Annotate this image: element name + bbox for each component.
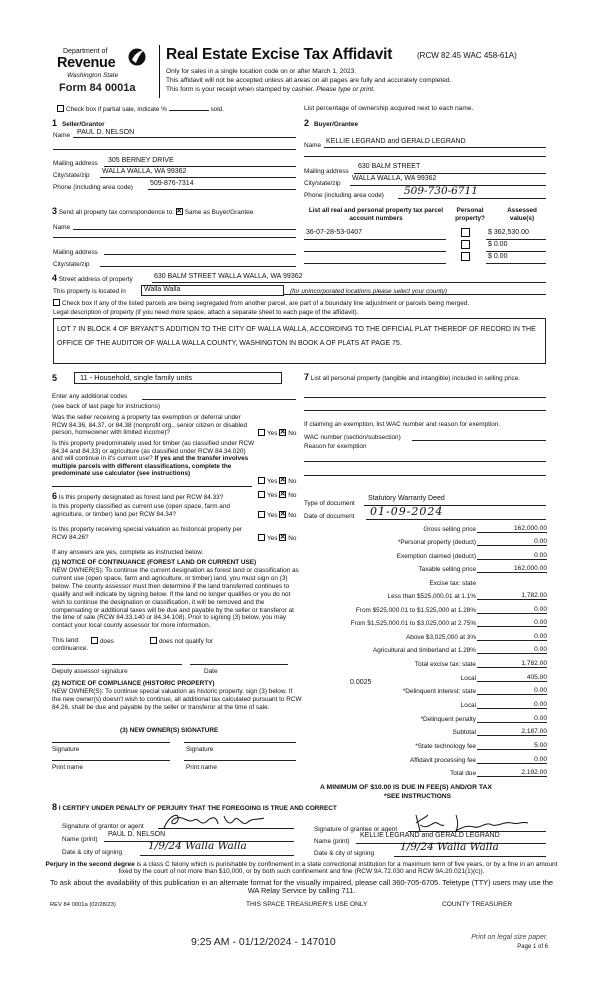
- corr-mail-field[interactable]: [104, 245, 296, 255]
- tax-row-label: Above $3,025,000 at 3%: [406, 634, 476, 641]
- tax-row-value: 162,000.00: [513, 565, 547, 572]
- tax-row-value: 0.00: [534, 633, 547, 640]
- notice1-body: NEW OWNER(S): To continue the current designation as forest land or classification as current use (open space, farm and agriculture, or timber) land, you must sign on (3) below. The county assessor must then determine if the land transferred continues to qualify and will indicate by signing below. If the land no longer qualifies or you do not wish to continue the designation or classification, it will be removed and the compensating or additional taxes will be due and payable by the seller or transferor at the time of sale (RCW 84.33.140 or 84.34.108). Prior to signing (3) below, you may contact your local county assessor for more information.: [52, 567, 299, 630]
- buyer-mail: 630 BALM STREET: [358, 163, 421, 170]
- section5-q2-answers: Yes ✕ No: [258, 477, 296, 485]
- deputy-date-label: Date: [204, 668, 218, 675]
- notice2-heading: (2) NOTICE OF COMPLIANCE (HISTORIC PROPERTY): [52, 680, 215, 687]
- perjury-note: Perjury in the second degree is a class C felony which is punishable by confinement in a state correctional institution for a maximum term of five years, or by a fine in an amount fixed by the court of not more than $10,000, or by both such confinement and fine (RCW 9A.72.030 and RCW 9A.20.021(1)(c)).: [45, 861, 558, 876]
- form-number: Form 84 0001a: [59, 82, 136, 94]
- seller-phone: 509-876-7314: [150, 180, 194, 187]
- notice3-heading: (3) NEW OWNER(S) SIGNATURE: [120, 727, 219, 734]
- section5-num: 5: [52, 373, 58, 383]
- buyer-phone: 509-730-6711: [404, 185, 478, 197]
- see-back: (see back of last page for instructions): [52, 403, 160, 410]
- notice1-heading: (1) NOTICE OF CONTINUANCE (FOREST LAND OR CURRENT USE): [52, 559, 257, 566]
- tax-row-value: 0.00: [534, 538, 547, 545]
- deputy-signature-field[interactable]: [52, 664, 182, 665]
- segregate-checkbox[interactable]: [53, 299, 60, 306]
- tax-row-field[interactable]: [477, 599, 547, 600]
- parcel-col-numbers: List all real and personal property tax parcel account numbers: [308, 207, 444, 222]
- tax-row-label: Excise tax: state: [429, 580, 476, 587]
- same-as-buyer-checkbox[interactable]: [176, 208, 183, 215]
- tax-row-label: Local: [460, 675, 476, 682]
- recording-stamp: 9:25 AM - 01/12/2024 - 147010: [191, 936, 336, 948]
- owner-print-field-1[interactable]: [52, 760, 170, 761]
- grantee-date-label: Date & city of signing: [314, 850, 375, 857]
- section5-q2-underline: [52, 486, 252, 487]
- does-option: does: [91, 637, 114, 645]
- owner-signature-label-2: Signature: [186, 746, 214, 753]
- tax-row-field[interactable]: [477, 694, 547, 695]
- form-rcw: (RCW 82.45 WAC 458-61A): [417, 51, 517, 60]
- revision: REV 84 0001a (02/28/23): [50, 902, 116, 908]
- buyer-phone-label: Phone (including area code): [304, 192, 384, 199]
- section6-q1: 6 Is this property designated as forest land per RCW 84.33?: [52, 491, 224, 501]
- seller-name-label: Name: [53, 132, 71, 139]
- reason-field-2[interactable]: [304, 475, 546, 476]
- tax-row-value: 0.00: [534, 646, 547, 653]
- q2-yes-checkbox[interactable]: [258, 477, 265, 484]
- assessed-value-3: $ 0.00: [488, 253, 508, 260]
- tax-row-value: 2,192.00: [521, 769, 547, 776]
- tax-row-value: 405.00: [526, 674, 547, 681]
- tax-row-value: 1,782.00: [521, 592, 547, 599]
- section5-q2: Is this property predominately used for timber (as classified under RCW 84.34 and 84.33) or agriculture (as classified under RCW 84.34.020) and will continue in it's current use? If yes and the transfer involves multiple parcels with different classifications, complete the predominate use calculator (see instructions): [52, 440, 255, 478]
- tax-row-label: From $525,000.01 to $1,525,000 at 1.28%: [355, 607, 476, 614]
- legal-description: LOT 7 IN BLOCK 4 OF BRYANT'S ADDITION TO THE CITY OF WALLA WALLA, ACCORDING TO THE OFFICIAL PLAT THEREOF OF RECORD IN THE OFFICE OF THE AUDITOR OF WALLA WALLA COUNTY, WASHINGTON IN BOOK A OF PLATS AT PAGE 75.: [57, 326, 536, 347]
- parcel-number-field-2[interactable]: [304, 242, 446, 252]
- forest-yes-checkbox[interactable]: [258, 491, 265, 498]
- dept-line: Department of: [63, 48, 108, 55]
- grantor-name: PAUL D. NELSON: [108, 831, 166, 838]
- form-sub3: This form is your receipt when stamped by cashier. Please type or print.: [166, 86, 375, 93]
- additional-codes-field[interactable]: [142, 399, 296, 400]
- tax-row-field[interactable]: [477, 545, 547, 546]
- county-treasurer: COUNTY TREASURER: [442, 901, 513, 908]
- located-value: Walla Walla: [144, 286, 181, 293]
- buyer-name: KELLIE LEGRAND and GERALD LEGRAND: [326, 138, 466, 145]
- section5-q1-answers: Yes ✕ No: [258, 429, 296, 437]
- assessed-value-2: $ 0.00: [488, 241, 508, 248]
- grantee-sig-label: Signature of grantee or agent: [314, 826, 398, 833]
- seller-mail: 305 BERNEY DRIVE: [108, 157, 174, 164]
- tax-row-field[interactable]: [477, 626, 547, 627]
- grantee-signature-icon: [412, 811, 532, 833]
- tax-row-field[interactable]: [477, 572, 547, 573]
- partial-sale-row: Check box if partial sale, indicate % sold.: [57, 105, 224, 113]
- owner-signature-field-1[interactable]: [52, 742, 170, 743]
- tax-row-label: *Delinquent penalty: [420, 716, 476, 723]
- seller-name-line2: [53, 149, 296, 150]
- use-code: 11 - Household, single family units: [80, 373, 193, 382]
- owner-print-field-2[interactable]: [184, 760, 296, 761]
- seller-city-label: City/state/zip: [53, 172, 90, 179]
- owner-signature-field-2[interactable]: [184, 742, 296, 743]
- located-label: This property is located in: [53, 288, 126, 295]
- tax-row-value: 5.00: [534, 742, 547, 749]
- agency-name: Revenue: [57, 55, 116, 71]
- partial-sale-percent-field[interactable]: [169, 110, 209, 111]
- does-checkbox[interactable]: [91, 637, 98, 644]
- continuance-label: continuance.: [52, 645, 89, 652]
- historic-yes-checkbox[interactable]: [258, 534, 265, 541]
- corr-mail-label: Mailing address: [53, 249, 98, 256]
- historic-no-checkbox[interactable]: [279, 534, 286, 541]
- corr-city-label: City/state/zip: [53, 261, 90, 268]
- tax-row-field[interactable]: [477, 735, 547, 736]
- tax-row-label: Agricultural and timberland at 1.28%: [372, 647, 476, 654]
- doc-date-label: Date of document: [304, 513, 355, 520]
- tax-row-value: 0.00: [534, 715, 547, 722]
- header-divider: [159, 45, 160, 98]
- section6-q1-answers: Yes ✕ No: [258, 491, 296, 499]
- buyer-mail-label: Mailing address: [304, 168, 349, 175]
- if-yes-note: If any answers are yes, complete as instructed below.: [52, 549, 204, 556]
- additional-codes-label: Enter any additional codes: [52, 393, 128, 400]
- current-use-no-checkbox[interactable]: [279, 511, 286, 518]
- exemption-note: If claiming an exemption, list WAC number and reason for exemption.: [304, 421, 501, 428]
- tax-row-value: 2,187.00: [521, 728, 547, 735]
- corr-name-line2: [53, 237, 296, 238]
- tax-row-label: *Personal property (deduct): [397, 539, 476, 546]
- tax-row-value: 0.00: [534, 687, 547, 694]
- tax-row-field[interactable]: [477, 640, 547, 641]
- seller-mail-label: Mailing address: [53, 160, 98, 167]
- tax-row-field[interactable]: [477, 559, 547, 560]
- form-sub1: Only for sales in a single location code on or after March 1, 2023.: [166, 68, 357, 75]
- section6-q2-answers: Yes ✕ No: [258, 511, 296, 519]
- tax-row-field[interactable]: [477, 613, 547, 614]
- partial-sale-checkbox[interactable]: [57, 105, 64, 112]
- owner-print-label-1: Print name: [52, 764, 83, 771]
- reason-label: Reason for exemption: [304, 443, 367, 450]
- buyer-city-label: City/state/zip: [304, 180, 341, 187]
- doc-type: Statutory Warranty Deed: [368, 495, 445, 502]
- personal-property-checkbox-3[interactable]: [461, 252, 470, 261]
- dor-logo-icon: [127, 45, 147, 73]
- owner-signature-label-1: Signature: [52, 746, 80, 753]
- street-value: 630 BALM STREET WALLA WALLA, WA 99362: [154, 273, 303, 280]
- tax-row-field[interactable]: [477, 749, 547, 750]
- personal-property-checkbox-1[interactable]: [461, 228, 470, 237]
- tax-row-value: 1,782.00: [521, 660, 547, 667]
- correspondence-row: 3 Send all property tax correspondence to: ✕ Same as Buyer/Grantee: [52, 206, 253, 216]
- street-row: 4 Street address of property: [52, 273, 133, 283]
- grantee-name: KELLIE LEGRAND and GERALD LEGRAND: [360, 832, 500, 839]
- tax-row-field[interactable]: [477, 532, 547, 533]
- grantor-date: 1/9/24 Walla Walla: [148, 840, 247, 852]
- current-use-yes-checkbox[interactable]: [258, 511, 265, 518]
- tax-row-field[interactable]: [477, 708, 547, 709]
- section6-q2: Is this property classified as current use (open space, farm and agriculture, or timber) land per RCW 84.34?: [52, 503, 230, 518]
- located-note: (for unincorporated locations please select your county): [290, 288, 448, 295]
- does-not-checkbox[interactable]: [150, 637, 157, 644]
- does-not-option: does not qualify for: [150, 637, 213, 645]
- seller-heading: Seller/Grantor: [62, 121, 105, 128]
- doc-date: 01-09-2024: [370, 505, 444, 518]
- corr-name-field[interactable]: [73, 220, 296, 230]
- tax-row-value: 0.00: [534, 606, 547, 613]
- alternate-format-note: To ask about the availability of this publication in an alternate format for the visually impaired, please call 360-705-6705. Teletype (TTY) users may use the WA Relay Service by calling 711.: [49, 878, 554, 895]
- buyer-heading: Buyer/Grantee: [314, 121, 359, 128]
- form-sub2: This affidavit will not be accepted unless all areas on all pages are fully and accurately completed.: [166, 77, 452, 84]
- tax-row-label: Total excise tax: state: [414, 661, 476, 668]
- section7-label: 7 List all personal property (tangible and intangible) included in selling price.: [304, 372, 521, 382]
- owner-print-label-2: Print name: [186, 764, 217, 771]
- tax-row-label: From $1,525,000.01 to $3,025,000 at 2.75%: [350, 620, 476, 627]
- section6-q3-answers: Yes ✕ No: [258, 534, 296, 542]
- agency-state: Washington State: [67, 72, 119, 79]
- personal-property-checkbox-2[interactable]: [461, 240, 470, 249]
- doc-type-label: Type of document: [304, 500, 355, 507]
- buyer-num: 2: [304, 118, 310, 128]
- grantee-name-label: Name (print): [314, 838, 350, 845]
- buyer-name-label: Name: [304, 142, 322, 149]
- tax-row-label: Affidavit processing fee: [410, 757, 476, 764]
- tax-row-value: 162,000.00: [513, 525, 547, 532]
- grantor-sig-label: Signature of grantor or agent: [62, 823, 144, 830]
- tax-row-label: *Delinquent interest: state: [402, 688, 476, 695]
- deputy-date-field[interactable]: [190, 664, 288, 665]
- minimum-note: A MINIMUM OF $10.00 IS DUE IN FEE(S) AND/OR TAX: [320, 784, 492, 791]
- tax-row-label: *State technology fee: [415, 743, 476, 750]
- wac-label: WAC number (section/subsection): [304, 434, 401, 441]
- personal-property-field-1[interactable]: [304, 397, 546, 398]
- reason-field-1[interactable]: [304, 461, 546, 462]
- tax-row-label: Total due: [450, 770, 476, 777]
- tax-row-field[interactable]: [477, 667, 547, 668]
- q2-no-checkbox[interactable]: [279, 477, 286, 484]
- buyer-name-line2: [304, 156, 546, 157]
- q1-no-checkbox[interactable]: [279, 429, 286, 436]
- local-rate: 0.0025: [350, 679, 372, 686]
- tax-row-field[interactable]: [477, 776, 547, 777]
- tax-row-label: Exemption claimed (deduct): [396, 553, 476, 560]
- tax-row-field[interactable]: [477, 653, 547, 654]
- grantor-name-label: Name (print): [62, 836, 98, 843]
- tax-row-label: Gross selling price: [423, 526, 476, 533]
- buyer-city: WALLA WALLA, WA 99362: [352, 175, 437, 182]
- see-instructions: *SEE INSTRUCTIONS: [384, 793, 452, 800]
- tax-row-value: 0.00: [534, 756, 547, 763]
- grantor-signature-icon: [160, 810, 270, 832]
- grantee-date: 1/9/24 Walla Walla: [400, 841, 499, 853]
- corr-city-field[interactable]: [100, 257, 296, 267]
- parcel-col-personal: Personal property?: [455, 207, 485, 222]
- notice2-body: NEW OWNER(S): To continue special valuation as historic property, sign (3) below. If the new owner(s) doesn't wish to continue, all additional tax calculated pursuant to RCW 84.26, shall be due and payable by the seller or transferor at the time of sale.: [52, 688, 302, 711]
- ownership-note: List percentage of ownership acquired next to each name.: [304, 105, 474, 112]
- seller-phone-label: Phone (including area code): [53, 184, 133, 191]
- certify-row: 8 I CERTIFY UNDER PENALTY OF PERJURY THAT THE FOREGOING IS TRUE AND CORRECT: [52, 802, 337, 812]
- legal-label: Legal description of property (if you need more space, attach a separate sheet to each page of the affidavit).: [53, 309, 359, 316]
- deputy-label: Deputy assessor signature: [52, 668, 128, 675]
- personal-property-field-2[interactable]: [304, 410, 546, 411]
- this-land-label: This land:: [52, 637, 80, 644]
- forest-no-checkbox[interactable]: [279, 491, 286, 498]
- tax-row-field[interactable]: [477, 681, 547, 682]
- form-title: Real Estate Excise Tax Affidavit: [166, 46, 393, 63]
- tax-row-field[interactable]: [477, 722, 547, 723]
- seller-name: PAUL D. NELSON: [77, 129, 135, 136]
- seller-num: 1: [52, 118, 58, 128]
- legal-paper-note: Print on legal size paper.: [471, 934, 548, 941]
- tax-row-value: 0.00: [534, 619, 547, 626]
- tax-row-label: Taxable selling price: [418, 566, 476, 573]
- tax-row-label: Local: [460, 702, 476, 709]
- tax-row-label: Subtotal: [452, 729, 476, 736]
- section5-q1: Was the seller receiving a property tax exemption or deferral under RCW 84.36, 84.37, or 84.38 (nonprofit org., senior citizen or disabled person, homeowner with limited income)?: [52, 414, 248, 437]
- corr-name-label: Name: [53, 224, 71, 231]
- q1-yes-checkbox[interactable]: [258, 429, 265, 436]
- page-number: Page 1 of 6: [517, 944, 548, 950]
- wac-field[interactable]: [412, 440, 546, 441]
- section6-q3: Is this property receiving special valuation as historical property per RCW 84.26?: [52, 526, 243, 541]
- segregate-row: Check box if any of the listed parcels are being segregated from another parcel, are part of a boundary line adjustment or parcels being merged.: [53, 299, 469, 307]
- tax-row-label: Less than $525,000.01 at 1.1%: [387, 593, 476, 600]
- parcel-number-1: 36-07-28-53-0407: [306, 229, 363, 236]
- tax-row-field[interactable]: [477, 763, 547, 764]
- seller-city: WALLA WALLA, WA 99362: [102, 168, 187, 175]
- tax-row-value: 0.00: [534, 701, 547, 708]
- parcel-number-field-3[interactable]: [304, 254, 446, 264]
- parcel-col-assessed: Assessed value(s): [507, 207, 537, 222]
- treasurer-use: THIS SPACE TREASURER'S USE ONLY: [246, 901, 368, 908]
- tax-row-value: 0.00: [534, 552, 547, 559]
- assessed-value-1: $ 362,530.00: [488, 229, 529, 236]
- grantor-date-label: Date & city of signing: [62, 849, 123, 856]
